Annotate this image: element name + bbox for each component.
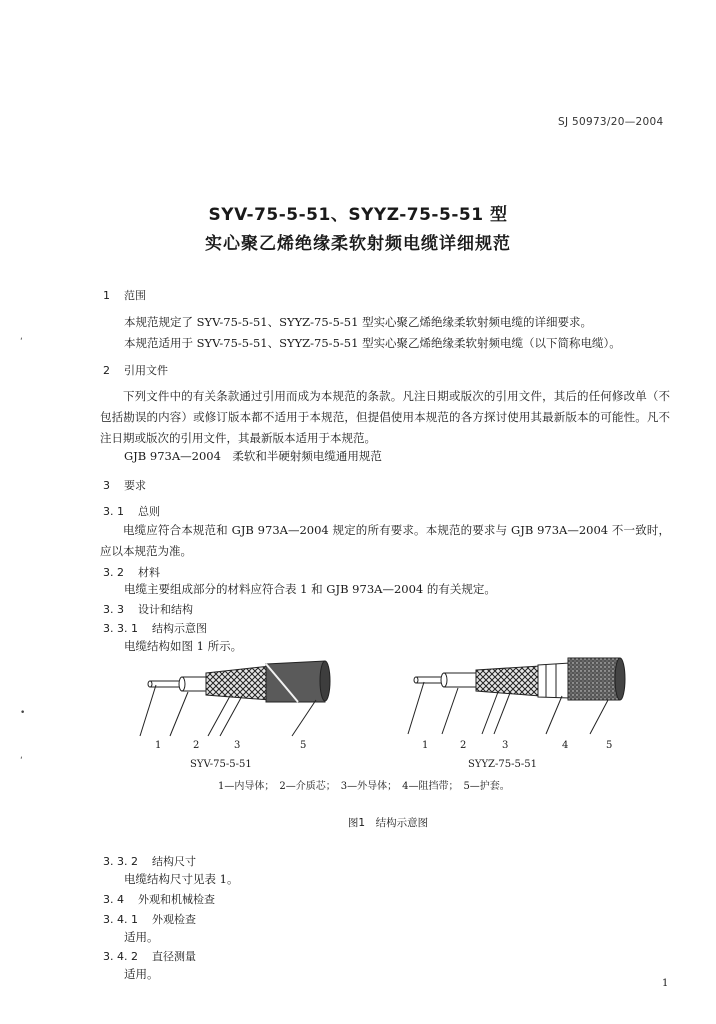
leader-line-3b: [220, 696, 242, 736]
figure-right-model: SYYZ-75-5-51: [468, 759, 537, 770]
figure-left-number: 3: [234, 740, 241, 751]
section-label: 直径测量: [151, 950, 196, 963]
leader-line-5: [292, 700, 316, 736]
leader-line-5: [590, 700, 608, 734]
section-3-2-heading: [103, 564, 160, 580]
figure-right-number: 3: [502, 740, 509, 751]
section-2-heading: [103, 362, 168, 378]
outer-conductor-braid: [476, 666, 540, 696]
section-3-heading: [103, 477, 146, 493]
section-3-4-1-heading: [103, 911, 196, 927]
figure-caption: 图1 结构示意图: [347, 817, 429, 829]
figure-left-number: 1: [155, 740, 162, 751]
section-3-3-1-paragraph: 电缆结构如图 1 所示。: [124, 639, 243, 653]
section-3-4-1-paragraph: 适用。: [124, 930, 159, 944]
section-number: 3. 3: [103, 603, 124, 616]
section-label: 总则: [138, 505, 160, 518]
section-3-1-heading: [103, 503, 160, 519]
scan-mark: •: [20, 708, 26, 718]
section-2-paragraph: 下列文件中的有关条款通过引用而成为本规范的条款。凡注日期或版次的引用文件，其后的任何修改单（不包括勘误的内容）或修订版本都不适用于本规范，但提倡使用本规范的各方探讨使用其最新版本的可能性。凡不注日期或版次的引用文件，其最新版本适用于本规范。: [100, 389, 670, 445]
leader-line-1: [140, 685, 156, 736]
figure-left-number: 5: [300, 740, 307, 751]
section-3-1-paragraph: 电缆应符合本规范和 GJB 973A—2004 规定的所有要求。本规范的要求与 GJB 973A—2004 不一致时，应以本规范为准。: [100, 523, 670, 558]
page-title-line2: 实心聚乙烯绝缘柔软射频电缆详细规范: [205, 234, 511, 254]
section-label: 设计和结构: [138, 603, 193, 616]
section-label: 要求: [124, 479, 146, 492]
section-3-3-2-paragraph: 电缆结构尺寸见表 1。: [124, 872, 239, 886]
section-label: 外观检查: [151, 913, 196, 926]
section-3-4-2-heading: [103, 948, 196, 964]
section-label: 结构示意图: [151, 622, 207, 635]
section-2-reference: GJB 973A—2004 柔软和半硬射频电缆通用规范: [124, 449, 382, 463]
section-3-3-1-heading: [103, 620, 207, 636]
left-cable-drawing: [140, 661, 330, 736]
page-number: 1: [662, 978, 669, 989]
section-number: 3. 2: [103, 566, 124, 579]
jacket: [266, 661, 325, 702]
dielectric-core: [444, 673, 480, 687]
barrier-tape: [538, 663, 570, 698]
jacket-end: [320, 661, 330, 701]
figure-left-number: 2: [193, 740, 200, 751]
scan-mark: ‘: [20, 337, 23, 347]
leader-line-3: [208, 696, 230, 736]
figure-left-model: SYV-75-5-51: [190, 759, 252, 770]
leader-line-4: [546, 696, 562, 734]
section-label: 材料: [138, 566, 160, 579]
figure-right-number: 4: [562, 740, 569, 751]
inner-conductor-end: [414, 677, 418, 683]
right-cable-drawing: [408, 658, 625, 734]
leader-line-3: [482, 692, 498, 734]
leader-line-2: [442, 688, 458, 734]
section-1-paragraph-2: 本规范适用于 SYV-75-5-51、SYYZ-75-5-51 型实心聚乙烯绝缘柔软射频电缆（以下简称电缆）。: [124, 336, 621, 350]
jacket: [568, 658, 620, 700]
section-3-4-2-paragraph: 适用。: [124, 967, 159, 981]
dielectric-core-end: [179, 677, 185, 691]
section-1-paragraph-1: 本规范规定了 SYV-75-5-51、SYYZ-75-5-51 型实心聚乙烯绝缘柔软射频电缆的详细要求。: [124, 315, 593, 329]
section-label: 引用文件: [124, 364, 168, 377]
section-label: 结构尺寸: [151, 855, 196, 868]
section-3-2-paragraph: 电缆主要组成部分的材料应符合表 1 和 GJB 973A—2004 的有关规定。: [124, 582, 496, 596]
page-title-line1: SYV-75-5-51、SYYZ-75-5-51 型: [208, 205, 508, 225]
figure-right-number: 1: [422, 740, 429, 751]
section-number: 3. 3. 1: [103, 622, 138, 635]
section-number: 1: [103, 289, 110, 302]
section-label: 范围: [124, 289, 146, 302]
dielectric-core-end: [441, 673, 447, 687]
section-number: 3. 4. 1: [103, 913, 138, 926]
figure-right-number: 2: [460, 740, 467, 751]
section-number: 3. 1: [103, 505, 124, 518]
figure-legend: 1—内导体； 2—介质芯； 3—外导体； 4—阻挡带； 5—护套。: [218, 781, 510, 792]
section-number: 2: [103, 364, 110, 377]
section-3-3-heading: [103, 601, 193, 617]
leader-line-3b: [494, 693, 510, 734]
section-number: 3. 4. 2: [103, 950, 138, 963]
leader-line-1: [408, 682, 424, 734]
leader-line-2: [170, 692, 188, 736]
section-3-4-heading: [103, 891, 215, 907]
scan-mark: ‘: [20, 756, 23, 766]
figure-right-number: 5: [606, 740, 613, 751]
section-number: 3. 4: [103, 893, 124, 906]
outer-conductor-braid: [206, 666, 270, 700]
jacket-end: [615, 658, 625, 700]
standard-number: SJ 50973/20—2004: [558, 116, 664, 128]
section-1-heading: [103, 287, 146, 303]
inner-conductor-end: [148, 681, 152, 687]
section-label: 外观和机械检查: [138, 893, 215, 906]
section-number: 3. 3. 2: [103, 855, 138, 868]
section-number: 3: [103, 479, 110, 492]
section-3-3-2-heading: [103, 853, 196, 869]
